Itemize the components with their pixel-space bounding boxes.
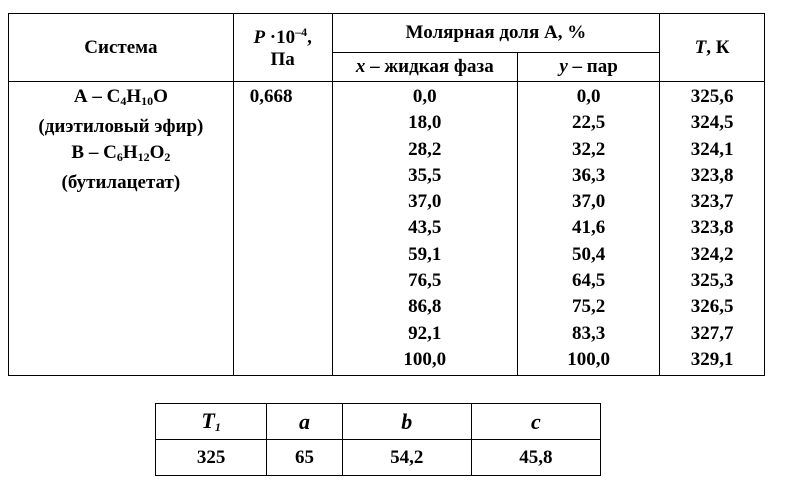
y-label: – пар — [567, 56, 618, 77]
molar-fraction-header: Молярная доля А, % — [332, 14, 660, 53]
t-value: 324,1 — [690, 138, 734, 160]
temperature-header — [660, 14, 765, 82]
t-value: 323,8 — [690, 217, 734, 239]
x-value: 92,1 — [408, 322, 442, 344]
component-a-name: (диэтиловый эфир) — [38, 116, 204, 137]
t1-value: 325 — [156, 440, 267, 476]
t-value: 329,1 — [690, 348, 734, 370]
x-values-list — [333, 84, 517, 373]
y-value: 41,6 — [571, 217, 606, 239]
temperature-symbol: T — [694, 36, 707, 58]
x-value: 28,2 — [408, 138, 442, 160]
x-value: 86,8 — [408, 296, 442, 318]
t-values-cell — [660, 82, 765, 376]
y-values-list — [518, 84, 659, 373]
header-row-1 — [9, 14, 765, 53]
t-values-list — [660, 84, 764, 373]
y-value: 75,2 — [571, 296, 606, 318]
pressure-symbol: P — [253, 26, 266, 48]
component-a-formula: А – $C_4H_{10}O$ — [73, 86, 168, 108]
x-value: 76,5 — [408, 270, 442, 292]
x-symbol: x — [355, 56, 366, 77]
pressure-factor: ·10 — [265, 26, 296, 48]
parameters-value-row — [156, 440, 601, 476]
t-value: 324,5 — [690, 112, 734, 134]
c-value: 45,8 — [471, 440, 600, 476]
vle-data-table — [8, 13, 765, 376]
y-value: 50,4 — [571, 243, 606, 265]
a-header: a — [267, 404, 342, 440]
pressure-cell — [233, 82, 332, 376]
t-value: 326,5 — [690, 296, 734, 318]
t-value: 323,7 — [690, 191, 734, 213]
x-value: 43,5 — [408, 217, 442, 239]
b-header: b — [342, 404, 471, 440]
component-b-name: (бутилацетат) — [61, 172, 181, 193]
t-value: 327,7 — [690, 322, 734, 344]
component-b-formula: В – $C_6H_{12}O_2$ — [71, 142, 171, 164]
t-value: 324,2 — [690, 243, 734, 265]
y-value: 22,5 — [571, 112, 606, 134]
y-value: 64,5 — [571, 270, 606, 292]
t-value: 325,3 — [690, 270, 734, 292]
x-value: 35,5 — [408, 164, 442, 186]
pressure-header: $P \cdot 10^{-4}$, Па — [233, 14, 332, 82]
y-value: 100,0 — [567, 348, 610, 370]
y-value: 83,3 — [571, 322, 606, 344]
system-header: Система — [9, 14, 234, 82]
y-value: 37,0 — [571, 191, 606, 213]
y-symbol: y — [559, 56, 568, 77]
x-value: 59,1 — [408, 243, 442, 265]
y-value: 0,0 — [576, 86, 601, 107]
c-header: c — [471, 404, 600, 440]
y-value: 32,2 — [571, 138, 606, 160]
pressure-value: 0,668 — [249, 86, 293, 107]
x-value: 37,0 — [408, 191, 442, 213]
x-value: 100,0 — [403, 348, 447, 370]
t-value: 323,8 — [690, 164, 734, 186]
y-values-cell — [518, 82, 660, 376]
parameters-header-row — [156, 404, 601, 440]
x-label: – жидкая фаза — [365, 56, 494, 77]
data-row — [9, 82, 765, 376]
x-value: 18,0 — [408, 112, 442, 134]
x-values-cell — [332, 82, 517, 376]
b-value: 54,2 — [342, 440, 471, 476]
pressure-exponent: –4 — [295, 24, 308, 39]
y-vapor-header — [518, 53, 660, 82]
parameters-table — [155, 403, 601, 476]
t1-header: $T_1$ — [156, 404, 267, 440]
a-value: 65 — [267, 440, 342, 476]
y-value: 36,3 — [571, 164, 606, 186]
temperature-unit: , К — [706, 36, 730, 58]
system-cell — [9, 82, 234, 376]
t-value: 325,6 — [690, 86, 734, 107]
x-value: 0,0 — [412, 86, 437, 107]
x-liquid-header — [332, 53, 517, 82]
pressure-unit: Па — [270, 48, 295, 70]
